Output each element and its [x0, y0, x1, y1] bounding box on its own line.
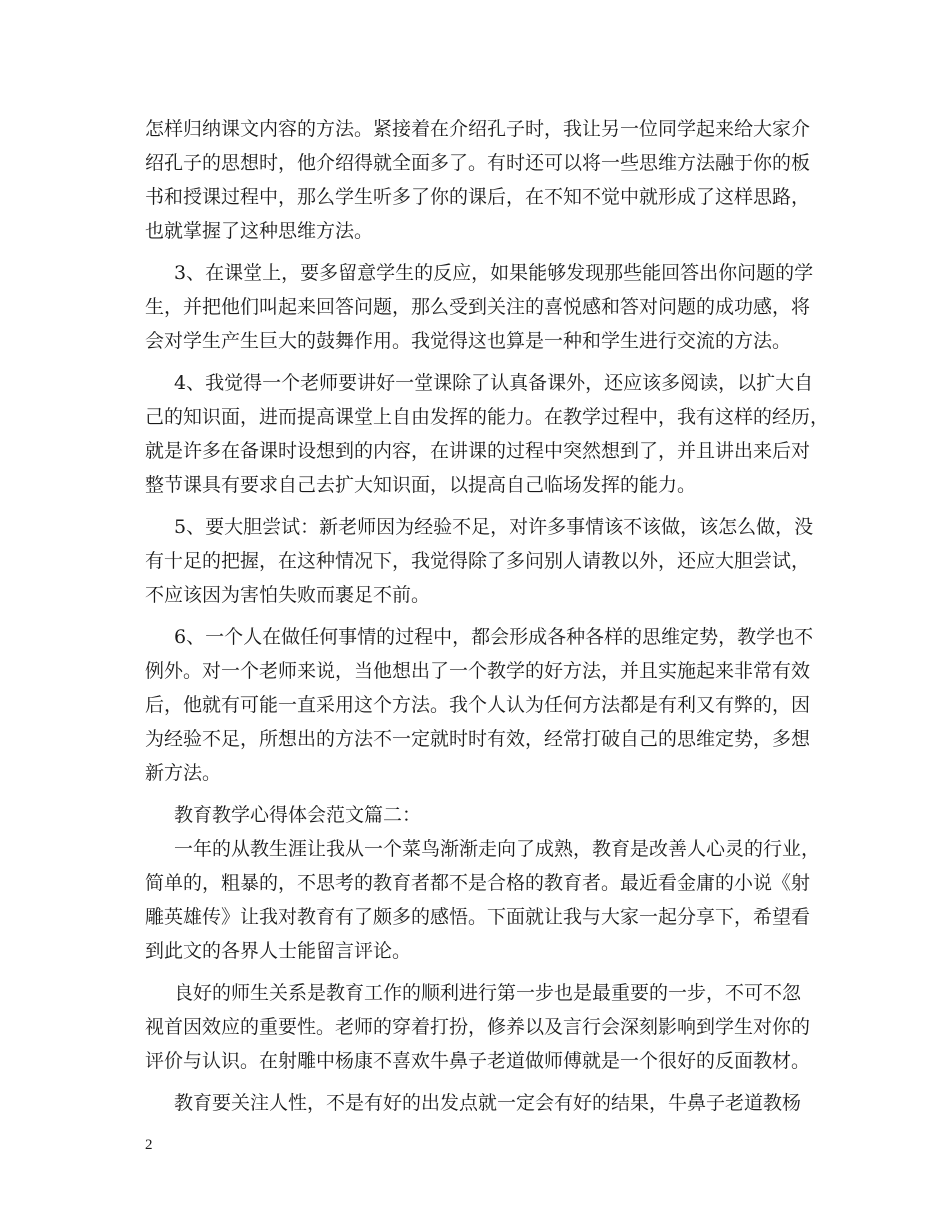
- text-line: 例外。对一个老师来说，当他想出了一个教学的好方法，并且实施起来非常有效: [145, 660, 811, 682]
- text-line: 就是许多在备课时设想到的内容，在讲课的过程中突然想到了，并且讲出来后对: [145, 440, 811, 462]
- paragraph-first-line: 5、要大胆尝试：新老师因为经验不足，对许多事情该不该做，该怎么做，没: [174, 516, 814, 538]
- paragraph-first-line: 4、我觉得一个老师要讲好一堂课除了认真备课外，还应该多阅读，以扩大自: [174, 372, 814, 394]
- text-line: 到此文的各界人士能留言评论。: [145, 940, 412, 962]
- text-line: 整节课具有要求自己去扩大知识面，以提高自己临场发挥的能力。: [145, 474, 697, 496]
- text-line: 会对学生产生巨大的鼓舞作用。我觉得这也算是一种和学生进行交流的方法。: [145, 330, 792, 352]
- paragraph-first-line: 教育要关注人性，不是有好的出发点就一定会有好的结果，牛鼻子老道教杨: [174, 1092, 802, 1114]
- text-line: 为经验不足，所想出的方法不一定就时时有效，经常打破自己的思维定势，多想: [145, 728, 811, 750]
- text-line: 后，他就有可能一直采用这个方法。我个人认为任何方法都是有利又有弊的，因: [145, 694, 811, 716]
- paragraph-first-line: 6、一个人在做任何事情的过程中，都会形成各种各样的思维定势，教学也不: [174, 626, 814, 648]
- text-line: 有十足的把握，在这种情况下，我觉得除了多问别人请教以外，还应大胆尝试，: [145, 550, 811, 572]
- text-line: 生，并把他们叫起来回答问题，那么受到关注的喜悦感和答对问题的成功感，将: [145, 296, 811, 318]
- page-number: 2: [145, 1137, 153, 1153]
- text-line: 评价与认识。在射雕中杨康不喜欢牛鼻子老道做师傅就是一个很好的反面教材。: [145, 1050, 811, 1072]
- text-line: 怎样归纳课文内容的方法。紧接着在介绍孔子时，我让另一位同学起来给大家介: [145, 118, 811, 140]
- text-line: 书和授课过程中，那么学生听多了你的课后，在不知不觉中就形成了这样思路，: [145, 186, 811, 208]
- paragraph-first-line: 良好的师生关系是教育工作的顺利进行第一步也是最重要的一步，不可不忽: [174, 982, 802, 1004]
- paragraph-first-line: 一年的从教生涯让我从一个菜鸟渐渐走向了成熟，教育是改善人心灵的行业，: [174, 838, 821, 860]
- text-line: 也就掌握了这种思维方法。: [145, 220, 374, 242]
- text-line: 简单的，粗暴的，不思考的教育者都不是合格的教育者。最近看金庸的小说《射: [145, 872, 811, 894]
- text-line: 己的知识面，进而提高课堂上自由发挥的能力。在教学过程中，我有这样的经历，: [145, 406, 830, 428]
- paragraph-first-line: 3、在课堂上，要多留意学生的反应，如果能够发现那些能回答出你问题的学: [174, 262, 814, 284]
- section-heading: 教育教学心得体会范文篇二：: [174, 804, 422, 826]
- text-line: 雕英雄传》让我对教育有了颇多的感悟。下面就让我与大家一起分享下，希望看: [145, 906, 811, 928]
- text-line: 绍孔子的思想时，他介绍得就全面多了。有时还可以将一些思维方法融于你的板: [145, 152, 811, 174]
- text-line: 视首因效应的重要性。老师的穿着打扮，修养以及言行会深刻影响到学生对你的: [145, 1016, 811, 1038]
- text-line: 不应该因为害怕失败而裹足不前。: [145, 584, 431, 606]
- text-line: 新方法。: [145, 762, 222, 784]
